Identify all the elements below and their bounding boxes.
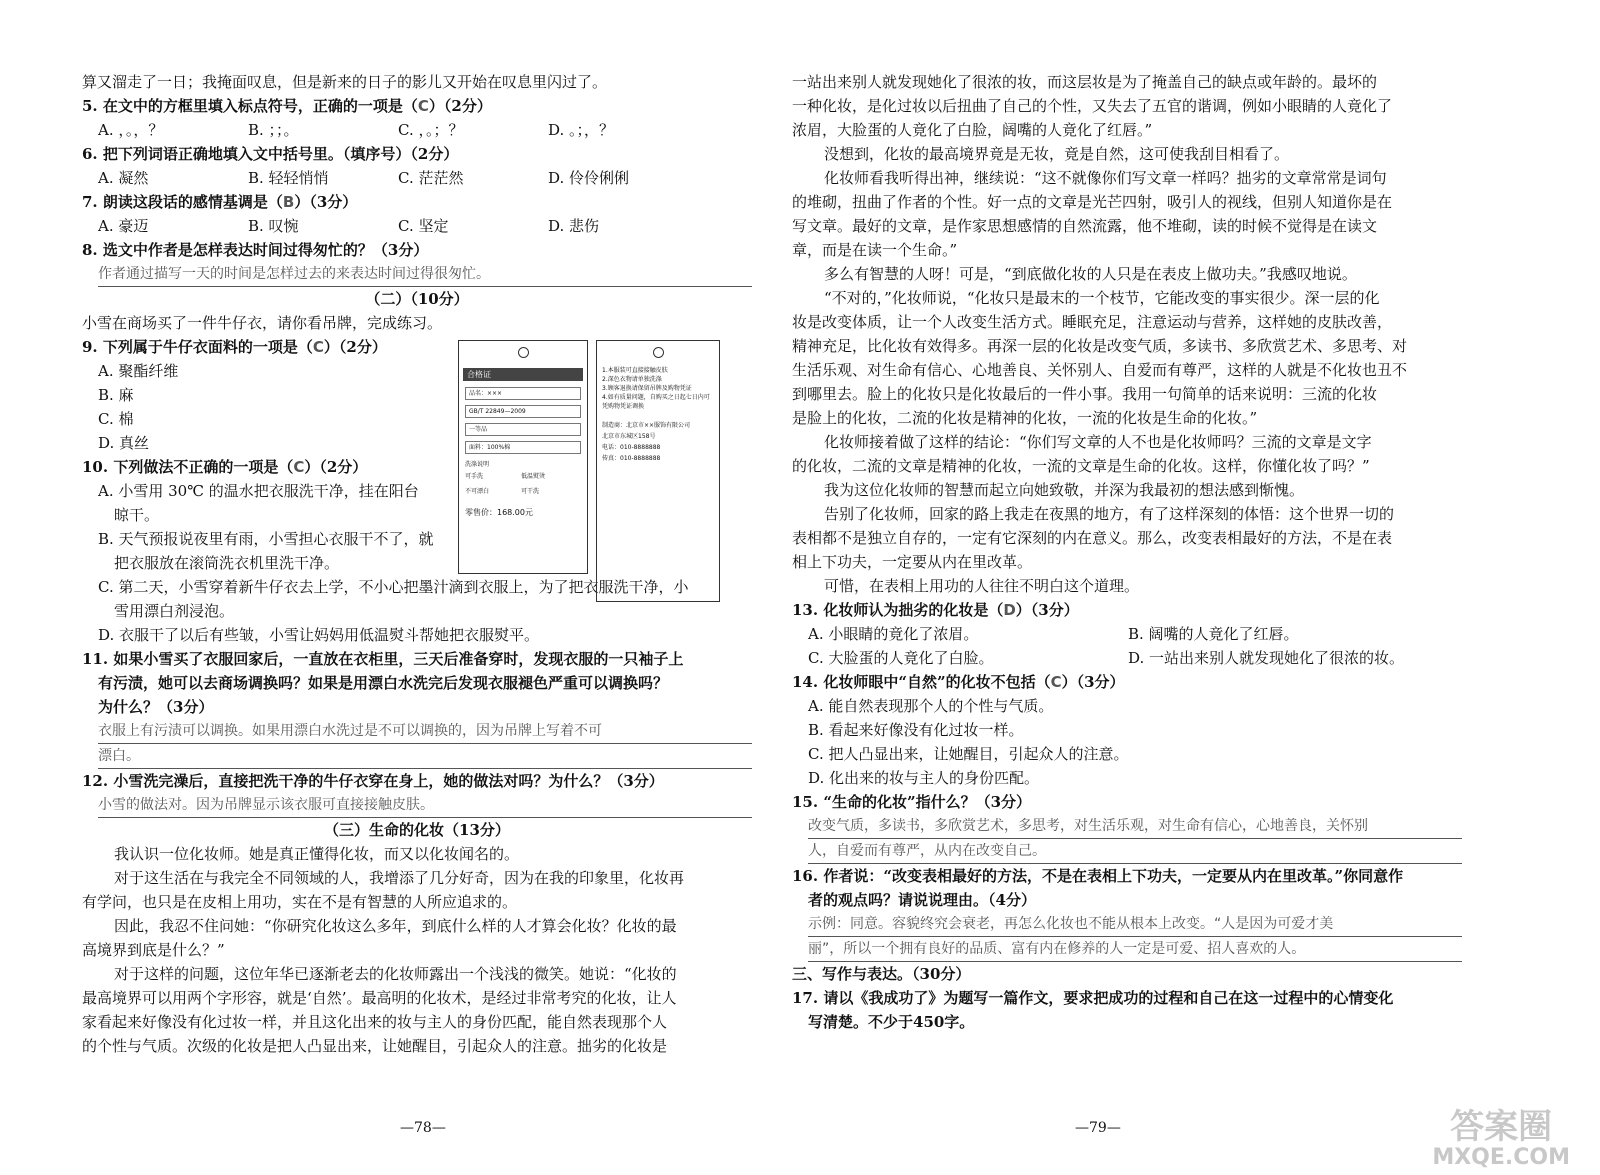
question-17: 17. 请以《我成功了》为题写一篇作文，要求把成功的过程和自己在这一过程中的心情变化 [792,989,1394,1007]
question-16-cont: 者的观点吗？请说说理由。（4分） [808,891,1036,909]
paragraph: 化妆师看我听得出神，继续说：“这不就像你们写文章一样吗？拙劣的文章常常是词句 [824,169,1387,187]
option: A. 凝然 [98,169,149,187]
paragraph-cont: 妆是改变体质，让一个人改变生活方式。睡眠充足，注意运动与营养，这样她的皮肤改善， [792,313,1393,331]
answer-mark: C [417,97,429,115]
answer-mark: C [293,458,305,476]
option: B. 叹惋 [248,217,299,235]
paragraph-cont: 浓眉，大脸蛋的人竟化了白脸，阔嘴的人竟化了红唇。” [792,121,1153,139]
question-15: 15. “生命的化妆”指什么？（3分） [792,793,1032,811]
tag-field: 面料：100%棉 [465,441,581,454]
options-5 [82,118,752,142]
tag-address: 北京市东城区158号 [602,433,656,440]
options-7 [82,214,752,238]
option: B. 麻 [98,386,134,404]
watermark-text: MXQE.COM [1432,1145,1570,1170]
page-number: —79— [1075,1120,1121,1136]
section-heading: （三）生命的化妆（13分） [324,821,510,839]
answer-line: 改变气质，多读书，多欣赏艺术，多思考，对生活乐观，对生命有信心，心地善良，关怀别 [808,814,1462,839]
answer-mark: D [1003,601,1016,619]
option: A. ，。，？ [98,121,164,139]
paragraph: 我为这位化妆师的智慧而起立向她致敬，并深为我最初的想法感到惭愧。 [824,481,1305,499]
paragraph: 告别了化妆师，回家的路上我走在夜黑的地方，有了这样深刻的体悟：这个世界一切的 [824,505,1395,523]
answer-line: 人，自爱而有尊严，从内在改变自己。 [808,839,1462,864]
tag-field: 品名：××× [465,387,581,400]
paragraph: 对于这生活在与我完全不同领域的人，我增添了几分好奇，因为在我的印象里，化妆再 [114,869,685,887]
paragraph-cont: 精神充足，比化妆有效得多。再深一层的化妆是改变气质，多读书、多欣赏艺术、多思考、对 [792,337,1408,355]
options-13 [792,646,1462,670]
paragraph-cont: 一种化妆，是化过妆以后扭曲了自己的个性，又失去了五官的谐调，例如小眼睛的人竟化了 [792,97,1393,115]
option: B. 阔嘴的人竟化了红唇。 [1128,625,1299,643]
option: D. 伶伶俐俐 [548,169,630,187]
clothing-tag-front [458,340,588,574]
question-8: 8. 选文中作者是怎样表达时间过得匆忙的？（3分） [82,241,429,259]
paragraph-cont: 家看起来好像没有化过妆一样，并且这化出来的妆与主人的身份匹配，能自然表现那个人 [82,1013,668,1031]
paragraph-cont: 高境界到底是什么？” [82,941,225,959]
option: A. 小雪用 30℃ 的温水把衣服洗干净，挂在阳台 [98,482,419,500]
option-cont: 雪用漂白剂浸泡。 [114,602,235,620]
answer-line: 漂白。 [98,744,752,769]
paragraph: 化妆师接着做了这样的结论：“你们写文章的人不也是化妆师吗？三流的文章是文字 [824,433,1372,451]
paragraph: 因此，我忍不住问她：“你研究化妆这么多年，到底什么样的人才算会化妆？化妆的最 [114,917,677,935]
tag-price: 零售价：168.00元 [465,508,533,517]
text-line: 算又溜走了一日；我掩面叹息，但是新来的日子的影儿又开始在叹息里闪过了。 [82,73,608,91]
tag-notes: 1.本服装可直接接触皮肤 2.深色衣物请单独洗涤 3.顾客退换请保留吊牌及购物凭证 4.如有质量问题，自购买之日起七日内可凭购物凭证调换 [602,367,710,410]
option: D. 一站出来别人就发现她化了很浓的妆。 [1128,649,1405,667]
paragraph-cont: 的个性与气质。次级的化妆是把人凸显出来，让她醒目，引起众人的注意。拙劣的化妆是 [82,1037,668,1055]
question-11: 11. 如果小雪买了衣服回家后，一直放在衣柜里，三天后准备穿时，发现衣服的一只袖子上 [82,650,684,668]
section-heading: （二）（10分） [365,290,469,308]
option: C. 茫茫然 [398,169,464,187]
section-heading: 三、写作与表达。（30分） [792,965,971,983]
answer-line: 丽”，所以一个拥有良好的品质、富有内在修养的人一定是可爱、招人喜欢的人。 [808,937,1462,962]
answer-mark: B [282,193,295,211]
paragraph: 我认识一位化妆师。她是真正懂得化妆，而又以化妆闻名的。 [114,845,520,863]
options-6 [82,166,752,190]
answer-line: 小雪的做法对。因为吊牌显示该衣服可直接接触皮肤。 [98,793,752,818]
paragraph-cont: 章，而是在读一个生命。” [792,241,958,259]
paragraph: 可惜，在表相上用功的人往往不明白这个道理。 [824,577,1140,595]
option-cont: 晾干。 [114,506,160,524]
question-12: 12. 小雪洗完澡后，直接把洗干净的牛仔衣穿在身上，她的做法对吗？为什么？（3分） [82,772,664,790]
paragraph-cont: 表相都不是独立自存的，一定有它深刻的内在意义。那么，改变表相最好的方法，不是在表 [792,529,1393,547]
option: C. 大脸蛋的人竟化了白脸。 [808,649,994,667]
tag-fax: 传真：010-8888888 [602,455,661,462]
tag-field: GB/T 22849—2009 [465,405,581,418]
care-symbol: 不可漂白 [465,488,490,495]
care-symbol: 可干洗 [521,488,540,495]
option: D. 。；，？ [548,121,615,139]
question-11-cont: 有污渍，她可以去商场调换吗？如果是用漂白水洗完后发现衣服褪色严重可以调换吗？ [98,674,669,692]
option: C. 棉 [98,410,134,428]
paragraph-cont: 生活乐观、对生命有信心、心地善良、关怀别人、自爱而有尊严，这样的人就是不化妆也丑不 [792,361,1408,379]
question-7: 7. 朗读这段话的感情基调是（B）（3分） [82,193,358,211]
option: B. 轻轻悄悄 [248,169,329,187]
question-13: 13. 化妆师认为拙劣的化妆是（D）（3分） [792,601,1079,619]
paragraph: “不对的，”化妆师说，“化妆只是最末的一个枝节，它能改变的事实很少。深一层的化 [824,289,1380,307]
option: B. 天气预报说夜里有雨，小雪担心衣服干不了，就 [98,530,434,548]
tag-hole-icon [653,347,664,358]
option: B. 看起来好像没有化过妆一样。 [808,721,1024,739]
option: C. 第二天，小雪穿着新牛仔衣去上学，不小心把墨汁滴到衣服上，为了把衣服洗干净，小 [98,578,689,596]
paragraph-cont: 是脸上的化妆，二流的化妆是精神的化妆，一流的化妆是生命的化妆。” [792,409,1258,427]
paragraph-cont: 一站出来别人就发现她化了很浓的妆，而这层妆是为了掩盖自己的缺点或年龄的。最坏的 [792,73,1378,91]
question-6: 6. 把下列词语正确地填入文中括号里。（填序号）（2分） [82,145,459,163]
question-16: 16. 作者说：“改变表相最好的方法，不是在表相上下功夫，一定要从内在里改革。”你同意作 [792,867,1404,885]
watermark-logo [1432,1108,1570,1170]
question-9: 9. 下列属于牛仔衣面料的一项是（C）（2分） [82,338,387,356]
answer-mark: C [1050,673,1062,691]
right-page [792,70,1462,1034]
care-symbols [465,472,581,502]
paragraph: 多么有智慧的人呀！可是，“到底做化妆的人只是在表皮上做功夫。”我感叹地说。 [824,265,1357,283]
option: A. 豪迈 [98,217,149,235]
paragraph-cont: 最高境界可以用两个字形容，就是‘自然’。最高明的化妆术，是经过非常考究的化妆，让人 [82,989,677,1007]
page-number: —78— [400,1120,446,1136]
option-cont: 把衣服放在滚筒洗衣机里洗干净。 [114,554,340,572]
tag-hole-icon [518,347,529,358]
answer-mark: C [312,338,324,356]
intro-text: 小雪在商场买了一件牛仔衣，请你看吊牌，完成练习。 [82,314,443,332]
question-17-cont: 写清楚。不少于450字。 [808,1013,975,1031]
answer-line: 作者通过描写一天的时间是怎样过去的来表达时间过得很匆忙。 [98,262,752,287]
care-symbol: 可手洗 [465,473,484,480]
tag-tel: 电话：010-8888888 [602,444,661,451]
option: D. 真丝 [98,434,150,452]
option: C. 把人凸显出来，让她醒目，引起众人的注意。 [808,745,1129,763]
paragraph-cont: 相上下功夫，一定要从内在里改革。 [792,553,1033,571]
paragraph-cont: 到哪里去。脸上的化妆只是化妆最后的一件小事。我用一句简单的话来说明：三流的化妆 [792,385,1378,403]
paragraph-cont: 的化妆，二流的文章是精神的化妆，一流的文章是生命的化妆。这样，你懂化妆了吗？” [792,457,1370,475]
tag-maker: 制造商：北京市××服饰有限公司 [602,422,691,429]
paragraph-cont: 的堆砌，扭曲了作者的个性。好一点的文章是光芒四射，吸引人的视线，但别人知道你是在 [792,193,1393,211]
option: A. 小眼睛的竟化了浓眉。 [808,625,979,643]
options-13 [792,622,1462,646]
question-10: 10. 下列做法不正确的一项是（C）（2分） [82,458,368,476]
question-14: 14. 化妆师眼中“自然”的化妆不包括（C）（3分） [792,673,1125,691]
paragraph-cont: 写文章。最好的文章，是作家思想感情的自然流露，他不堆砌，读的时候不觉得是在读文 [792,217,1378,235]
tag-field: 一等品 [465,423,581,436]
option: C. 坚定 [398,217,449,235]
option: B. ；；。 [248,121,299,139]
care-symbol: 低温熨烫 [521,473,546,480]
option: A. 聚酯纤维 [98,362,179,380]
option: D. 悲伤 [548,217,600,235]
option: D. 化出来的妆与主人的身份匹配。 [808,769,1040,787]
answer-line: 衣服上有污渍可以调换。如果用漂白水洗过是不可以调换的，因为吊牌上写着不可 [98,719,752,744]
option: D. 衣服干了以后有些皱，小雪让妈妈用低温熨斗帮她把衣服熨平。 [98,626,540,644]
watermark-text: 答案圈 [1450,1107,1553,1147]
option: C. ，。；？ [398,121,464,139]
question-5: 5. 在文中的方框里填入标点符号，正确的一项是（C）（2分） [82,97,492,115]
option: A. 能自然表现那个人的个性与气质。 [808,697,1054,715]
answer-line: 示例：同意。容貌终究会衰老，再怎么化妆也不能从根本上改变。“人是因为可爱才美 [808,912,1462,937]
paragraph: 对于这样的问题，这位年华已逐渐老去的化妆师露出一个浅浅的微笑。她说：“化妆的 [114,965,677,983]
paragraph: 没想到，化妆的最高境界竟是无妆，竟是自然，这可使我刮目相看了。 [824,145,1290,163]
tag-title: 合格证 [463,368,583,381]
question-11-cont: 为什么？（3分） [98,698,214,716]
care-title: 洗涤说明 [465,461,490,468]
paragraph-cont: 有学问，也只是在皮相上用功，实在不是有智慧的人所应追求的。 [82,893,518,911]
clothing-tag-back [596,340,720,602]
